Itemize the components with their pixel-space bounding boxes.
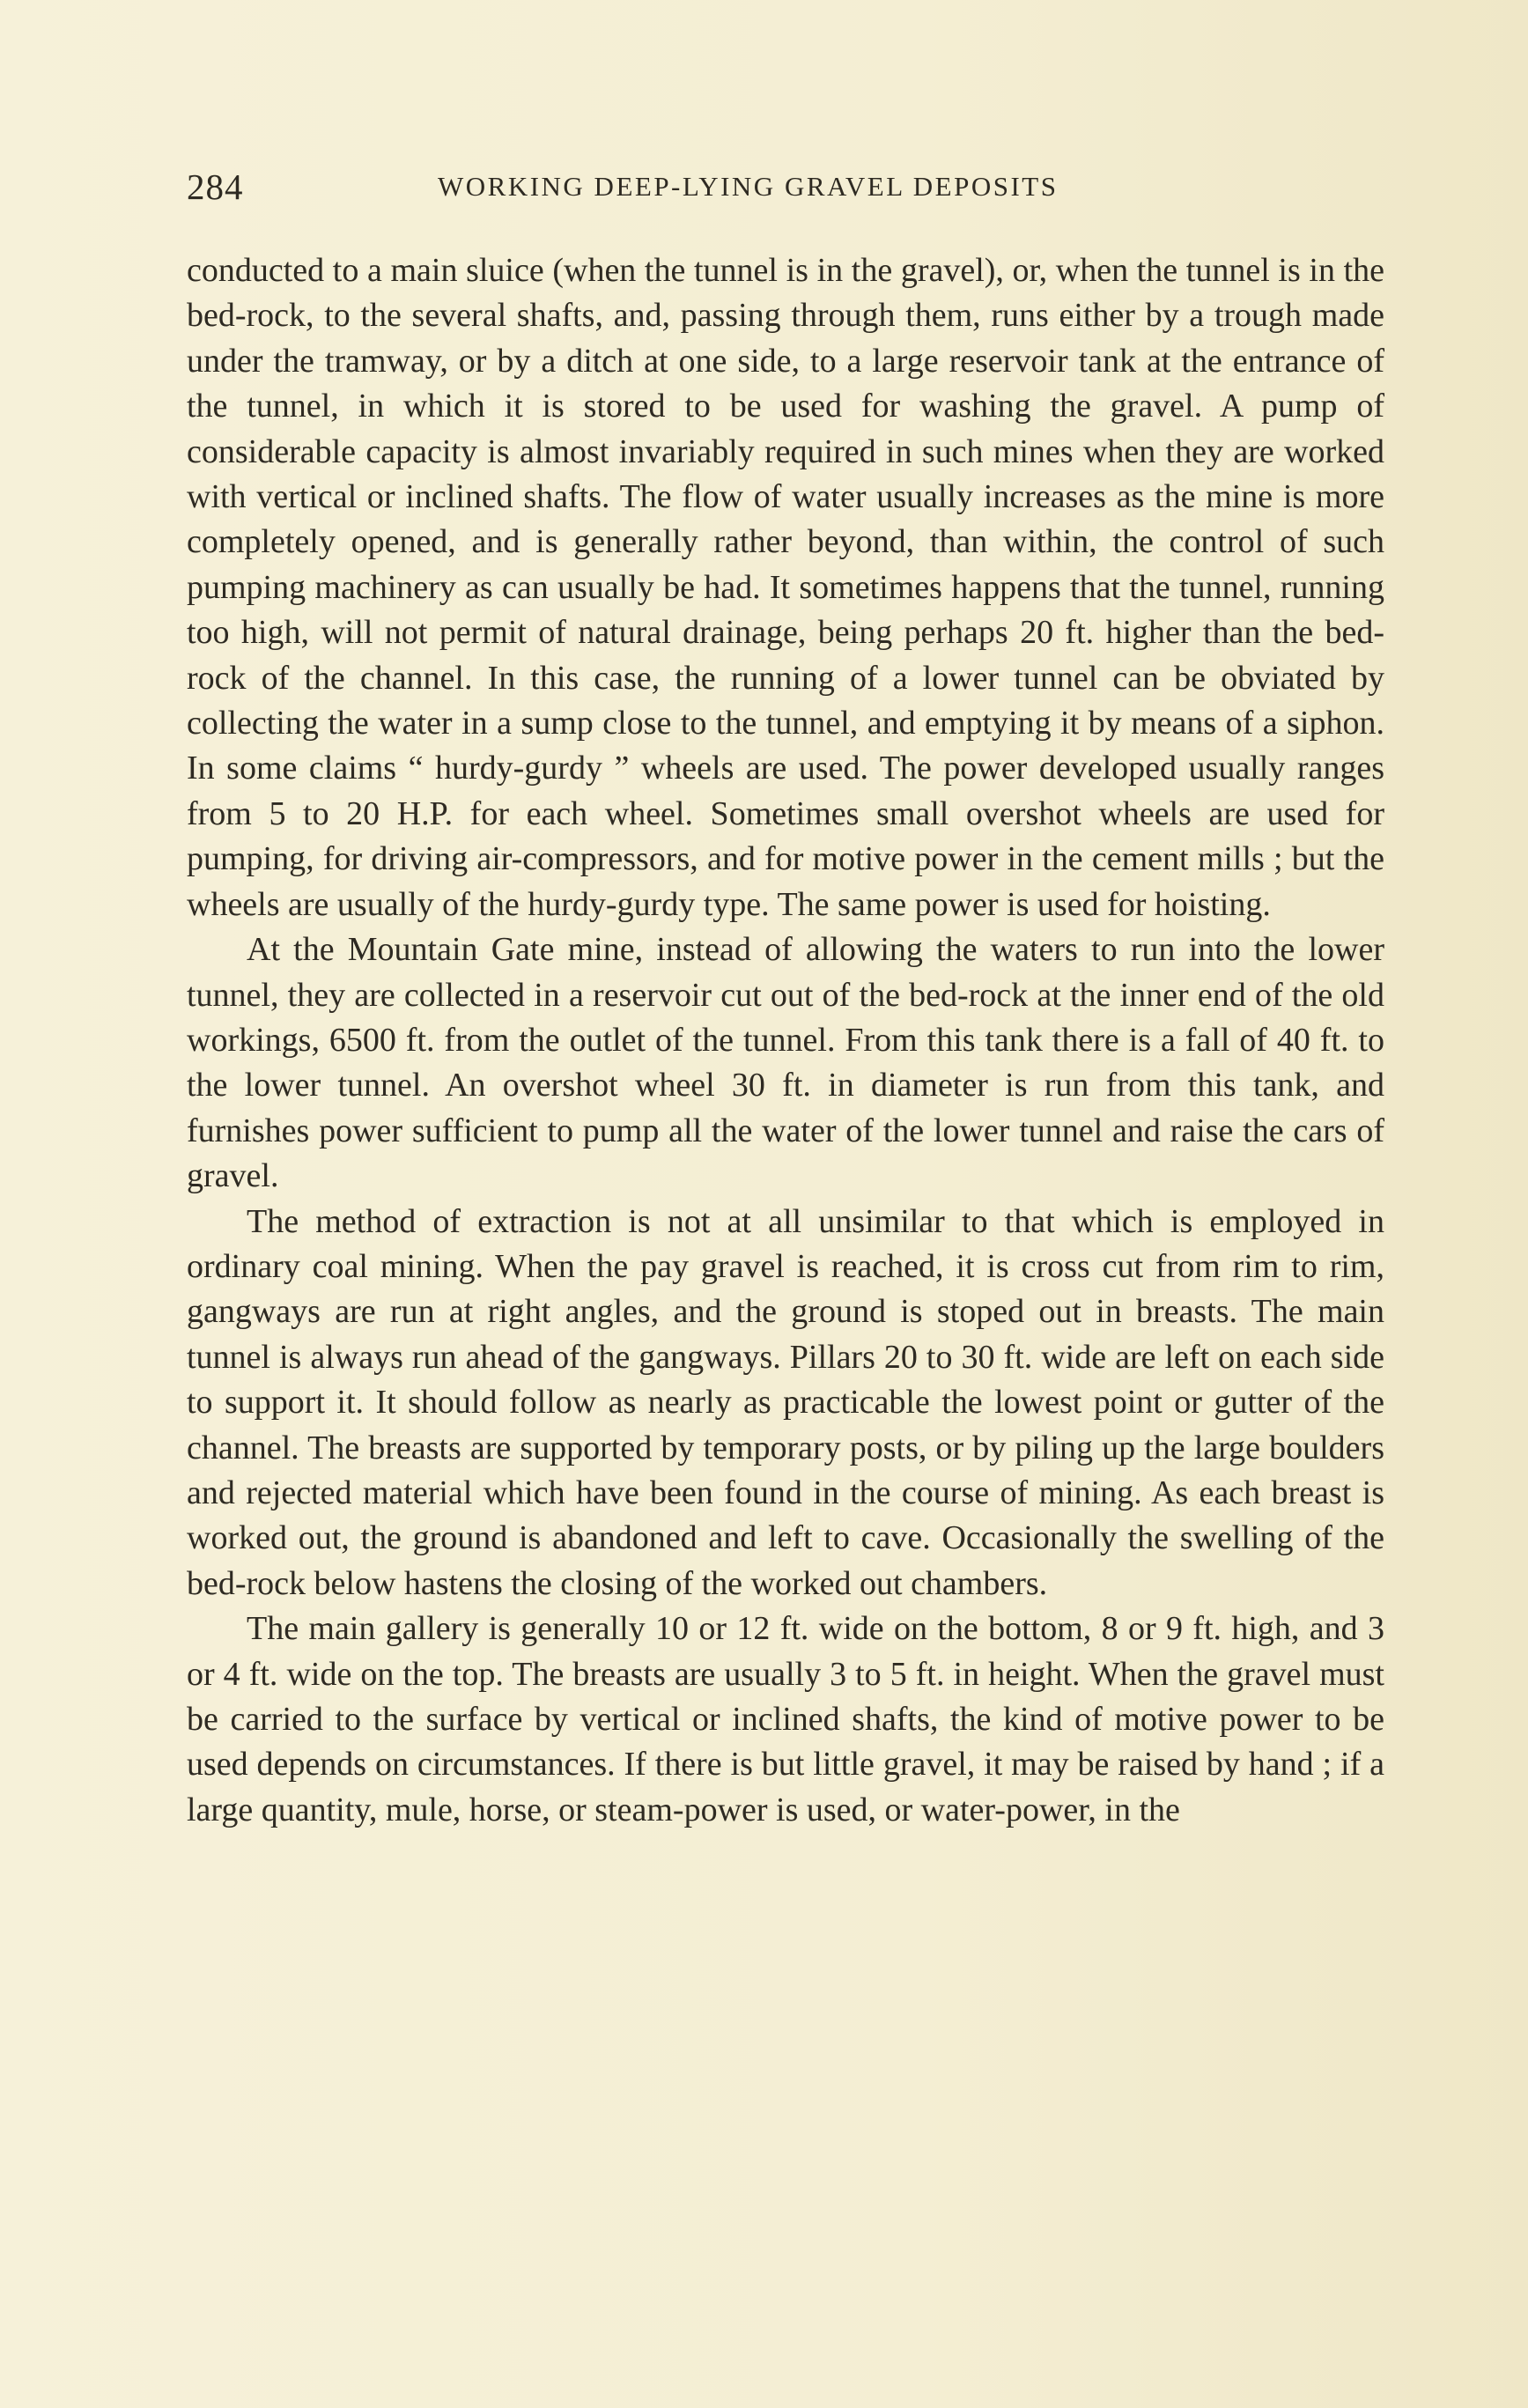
page-header: [187, 166, 1384, 218]
paragraph-extraction-method: The method of extraction is not at all unsimilar to that which is employed in ordinary coal mining. When the pay gravel is reached, it is cross cut from rim to rim, gangways are run at right angles, and the ground is stoped out in breasts. The main tunnel is always run ahead of the gangways. Pillars 20 to 30 ft. wide are left on each side to support it. It should follow as nearly as practicable the lowest point or gutter of the channel. The breasts are supported by temporary posts, or by piling up the large boulders and rejected material which have been found in the course of mining. As each breast is worked out, the ground is abandoned and left to cave. Occasionally the swelling of the bed-rock below hastens the closing of the worked out chambers.: [187, 1202, 1384, 1602]
paragraph-continued: conducted to a main sluice (when the tunnel is in the gravel), or, when the tunnel is in the bed-rock, to the several shafts, and, passing through them, runs either by a trough made under the tramway, or by a ditch at one side, to a large reservoir tank at the entrance of the tunnel, in which it is stored to be used for washing the gravel. A pump of considerable capacity is almost invariably required in such mines when they are worked with vertical or inclined shafts. The flow of water usually increases as the mine is more completely opened, and is generally rather beyond, than within, the control of such pumping machinery as can usually be had. It sometimes happens that the tunnel, running too high, will not permit of natural drainage, being perhaps 20 ft. higher than the bed-rock of the channel. In this case, the running of a lower tunnel can be obviated by collecting the water in a sump close to the tunnel, and emptying it by means of a siphon. In some claims “ hurdy-gurdy ” wheels are used. The power developed usually ranges from 5 to 20 H.P. for each wheel. Sometimes small overshot wheels are used for pumping, for driving air-compressors, and for motive power in the cement mills ; but the wheels are usually of the hurdy-gurdy type. The same power is used for hoisting.: [187, 252, 1384, 923]
body-text: [187, 248, 1384, 1833]
paragraph-main-gallery: The main gallery is generally 10 or 12 ft. wide on the bottom, 8 or 9 ft. high, and 3 or 4 ft. wide on the top. The breasts are usually 3 to 5 ft. in height. When the gravel must be carried to the surface by vertical or inclined shafts, the kind of motive power to be used depends on circumstances. If there is but little gravel, it may be raised by hand ; if a large quantity, mule, horse, or steam-power is used, or water-power, in the: [187, 1610, 1384, 1828]
paragraph-mountain-gate: At the Mountain Gate mine, instead of allowing the waters to run into the lower tunnel, they are collected in a reservoir cut out of the bed-rock at the inner end of the old workings, 6500 ft. from the outlet of the tunnel. From this tank there is a fall of 40 ft. to the lower tunnel. An overshot wheel 30 ft. in diameter is run from this tank, and furnishes power sufficient to pump all the water of the lower tunnel and raise the cars of gravel.: [187, 931, 1384, 1195]
page-number: 284: [187, 166, 244, 207]
running-head: WORKING DEEP-LYING GRAVEL DEPOSITS: [438, 171, 1059, 202]
